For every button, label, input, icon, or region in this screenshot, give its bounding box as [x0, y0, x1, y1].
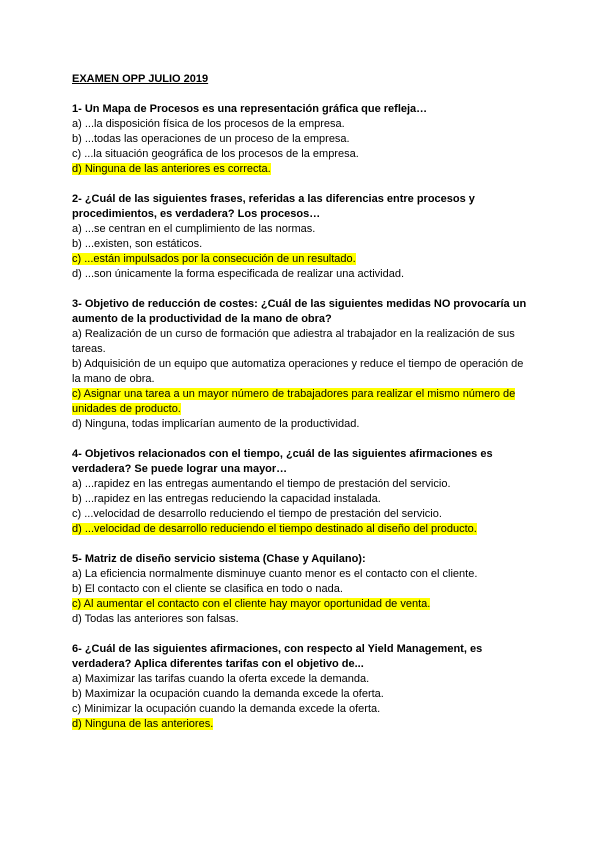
- option: [72, 237, 532, 252]
- option-correct: [72, 252, 532, 267]
- question-6: [72, 642, 532, 732]
- option-text: d) Ninguna, todas implicarían aumento de la productividad.: [72, 418, 360, 430]
- option: [72, 222, 532, 237]
- option-text: d) Todas las anteriores son falsas.: [72, 613, 239, 625]
- option-text: b) Maximizar la ocupación cuando la demanda excede la oferta.: [72, 688, 384, 700]
- option-text: a) Maximizar las tarifas cuando la oferta excede la demanda.: [72, 673, 370, 685]
- option: [72, 357, 532, 387]
- question-text: 1- Un Mapa de Procesos es una representación gráfica que refleja…: [72, 103, 428, 115]
- option: [72, 582, 532, 597]
- option: [72, 117, 532, 132]
- option-text: c) Minimizar la ocupación cuando la demanda excede la oferta.: [72, 703, 381, 715]
- option-correct: [72, 162, 532, 177]
- question-list: [72, 102, 532, 732]
- option-correct: [72, 597, 532, 612]
- option-text: d) Ninguna de las anteriores es correcta.: [72, 163, 271, 175]
- question-2: [72, 192, 532, 282]
- option-text: c) Asignar una tarea a un mayor número de trabajadores para realizar el mismo número de unidades de producto.: [72, 388, 516, 415]
- option-text: b) Adquisición de un equipo que automatiza operaciones y reduce el tiempo de operación de la mano de obra.: [72, 358, 524, 385]
- option: [72, 612, 532, 627]
- question-text: 3- Objetivo de reducción de costes: ¿Cuál de las siguientes medidas NO provocaría un aumento de la productividad de la mano de obra?: [72, 298, 527, 325]
- option: [72, 327, 532, 357]
- option: [72, 687, 532, 702]
- option-text: a) Realización de un curso de formación que adiestra al trabajador en la realización de sus tareas.: [72, 328, 515, 355]
- option: [72, 492, 532, 507]
- question-text: 2- ¿Cuál de las siguientes frases, referidas a las diferencias entre procesos y procedimientos, es verdadera? Los procesos…: [72, 193, 475, 220]
- option: [72, 672, 532, 687]
- question-5: [72, 552, 532, 627]
- option: [72, 507, 532, 522]
- option: [72, 132, 532, 147]
- option-text: c) ...están impulsados por la consecución de un resultado.: [72, 253, 356, 265]
- option: [72, 147, 532, 162]
- option-text: a) ...la disposición física de los procesos de la empresa.: [72, 118, 345, 130]
- question-1: [72, 102, 532, 177]
- option: [72, 702, 532, 717]
- option-correct: [72, 717, 532, 732]
- option: [72, 417, 532, 432]
- option-text: d) Ninguna de las anteriores.: [72, 718, 214, 730]
- exam-document: [72, 72, 532, 747]
- option: [72, 567, 532, 582]
- question-text: 4- Objetivos relacionados con el tiempo, ¿cuál de las siguientes afirmaciones es verdadera? Se puede lograr una mayor…: [72, 448, 493, 475]
- option-text: b) ...existen, son estáticos.: [72, 238, 203, 250]
- question-3: [72, 297, 532, 432]
- option-correct: [72, 387, 532, 417]
- question-4: [72, 447, 532, 537]
- option-text: b) ...rapidez en las entregas reduciendo la capacidad instalada.: [72, 493, 381, 505]
- option-correct: [72, 522, 532, 537]
- option-text: a) ...rapidez en las entregas aumentando el tiempo de prestación del servicio.: [72, 478, 451, 490]
- option-text: c) Al aumentar el contacto con el cliente hay mayor oportunidad de venta.: [72, 598, 431, 610]
- exam-title: EXAMEN OPP JULIO 2019: [72, 73, 209, 85]
- question-text: 5- Matriz de diseño servicio sistema (Chase y Aquilano):: [72, 553, 366, 565]
- option-text: b) ...todas las operaciones de un proceso de la empresa.: [72, 133, 350, 145]
- question-text: 6- ¿Cuál de las siguientes afirmaciones, con respecto al Yield Management, es verdadera? Aplica diferentes tarifas con el objetivo de...: [72, 643, 483, 670]
- option: [72, 477, 532, 492]
- option-text: d) ...son únicamente la forma especificada de realizar una actividad.: [72, 268, 405, 280]
- option-text: a) La eficiencia normalmente disminuye cuanto menor es el contacto con el cliente.: [72, 568, 478, 580]
- option-text: c) ...la situación geográfica de los procesos de la empresa.: [72, 148, 359, 160]
- option-text: c) ...velocidad de desarrollo reduciendo el tiempo de prestación del servicio.: [72, 508, 442, 520]
- option-text: a) ...se centran en el cumplimiento de las normas.: [72, 223, 316, 235]
- option-text: b) El contacto con el cliente se clasifica en todo o nada.: [72, 583, 343, 595]
- option: [72, 267, 532, 282]
- option-text: d) ...velocidad de desarrollo reduciendo el tiempo destinado al diseño del producto.: [72, 523, 477, 535]
